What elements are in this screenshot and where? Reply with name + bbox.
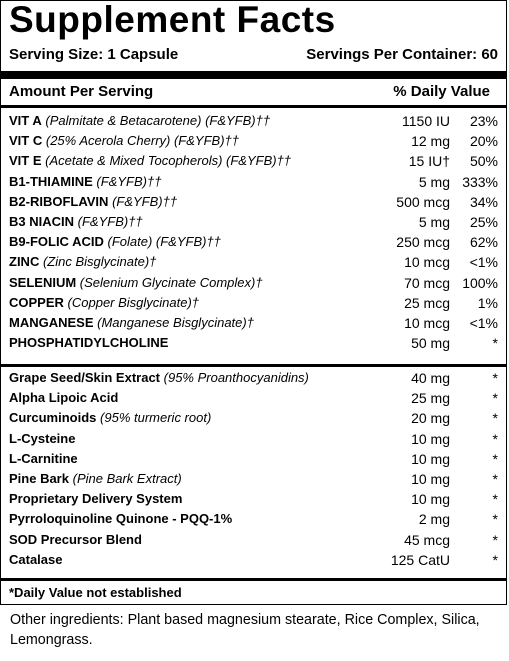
nutrient-amount: 50 mg <box>411 335 450 352</box>
nutrient-name <box>9 273 263 293</box>
nutrient-amount: 10 mg <box>411 450 450 467</box>
nutrient-label: SELENIUM <box>9 274 77 290</box>
nutrient-row <box>9 429 498 449</box>
nutrient-label: Catalase <box>9 551 63 567</box>
nutrient-detail: (Copper Bisglycinate)† <box>67 294 200 310</box>
nutrient-row <box>9 111 498 131</box>
nutrient-amount: 10 mg <box>411 430 450 447</box>
nutrient-amount: 125 CatU <box>390 551 450 568</box>
nutrient-label: PHOSPHATIDYLCHOLINE <box>9 335 169 351</box>
nutrient-amount: 5 mg <box>418 213 450 230</box>
nutrient-daily-value: * <box>492 390 498 407</box>
nutrient-detail: (Zinc Bisglycinate)† <box>42 254 157 270</box>
nutrient-row <box>9 550 498 570</box>
nutrient-amount: 1150 IU <box>402 113 450 129</box>
nutrient-label: L-Cysteine <box>9 430 76 446</box>
nutrient-label: ZINC <box>9 254 40 270</box>
nutrient-daily-value: * <box>492 531 498 548</box>
nutrient-amount: 15 IU† <box>408 153 450 170</box>
nutrient-row <box>9 151 498 171</box>
nutrient-name <box>9 530 142 550</box>
nutrient-label: B3 NIACIN <box>9 213 75 229</box>
panel-title: Supplement Facts <box>9 0 336 40</box>
nutrient-daily-value: 62% <box>469 234 498 251</box>
nutrient-daily-value: <1% <box>469 254 498 271</box>
nutrient-amount: 40 mg <box>411 370 450 386</box>
nutrient-daily-value: 50% <box>469 153 498 170</box>
nutrient-label: Grape Seed/Skin Extract <box>9 370 161 385</box>
nutrient-detail: (Folate) (F&YFB)†† <box>107 234 221 250</box>
nutrient-row <box>9 368 498 388</box>
nutrient-label: B1-THIAMINE <box>9 173 93 189</box>
nutrient-daily-value: 1% <box>477 294 498 311</box>
nutrient-label: SOD Precursor Blend <box>9 531 142 547</box>
nutrient-label: VIT E <box>9 153 42 169</box>
nutrient-name <box>9 469 182 489</box>
nutrient-name <box>9 293 199 313</box>
nutrient-daily-value: 20% <box>469 133 498 150</box>
nutrient-amount: 2 mg <box>418 511 450 528</box>
nutrient-name <box>9 212 143 232</box>
nutrient-row <box>9 509 498 529</box>
serving-size: Serving Size: 1 Capsule <box>9 46 179 63</box>
nutrient-name <box>9 232 221 252</box>
nutrient-label: Curcuminoids <box>9 410 97 426</box>
ingredient-list <box>9 368 498 570</box>
nutrient-daily-value: * <box>492 511 498 528</box>
serving-info <box>9 44 498 66</box>
nutrient-label: B2-RIBOFLAVIN <box>9 193 109 209</box>
nutrient-detail: (Selenium Glycinate Complex)† <box>79 274 263 290</box>
nutrient-row <box>9 489 498 509</box>
nutrient-label: COPPER <box>9 294 64 310</box>
nutrient-name <box>9 151 291 171</box>
nutrient-daily-value: 23% <box>469 113 498 129</box>
vitamin-list <box>9 111 498 353</box>
nutrient-detail: (25% Acerola Cherry) (F&YFB)†† <box>45 133 239 149</box>
nutrient-amount: 70 mcg <box>404 274 450 291</box>
nutrient-row <box>9 313 498 333</box>
column-header <box>9 81 498 103</box>
nutrient-daily-value: 34% <box>469 193 498 210</box>
nutrient-label: Alpha Lipoic Acid <box>9 390 119 406</box>
nutrient-row <box>9 232 498 252</box>
nutrient-amount: 10 mg <box>411 470 450 487</box>
thick-divider <box>1 71 506 79</box>
nutrient-row <box>9 408 498 428</box>
nutrient-row <box>9 293 498 313</box>
nutrient-amount: 10 mcg <box>404 254 450 271</box>
nutrient-daily-value: * <box>492 470 498 487</box>
nutrient-name <box>9 449 78 469</box>
nutrient-name <box>9 333 168 353</box>
nutrient-amount: 20 mg <box>411 410 450 427</box>
nutrient-row <box>9 530 498 550</box>
nutrient-row <box>9 388 498 408</box>
nutrient-detail: (95% Proanthocyanidins) <box>163 370 309 385</box>
nutrient-name <box>9 111 270 131</box>
nutrient-name <box>9 131 239 151</box>
nutrient-row <box>9 252 498 272</box>
footnote: *Daily Value not established <box>9 585 182 600</box>
amount-per-serving-header: Amount Per Serving <box>9 83 154 100</box>
nutrient-row <box>9 131 498 151</box>
servings-per-container: Servings Per Container: 60 <box>306 46 498 63</box>
nutrient-row <box>9 333 498 353</box>
nutrient-amount: 45 mcg <box>404 531 450 548</box>
nutrient-daily-value: * <box>492 370 498 386</box>
nutrient-amount: 5 mg <box>418 173 450 190</box>
footer-divider <box>1 578 506 581</box>
nutrient-detail: (Manganese Bisglycinate)† <box>97 314 254 330</box>
header-divider <box>1 105 506 108</box>
nutrient-daily-value: 100% <box>462 274 498 291</box>
nutrient-amount: 12 mg <box>411 133 450 150</box>
nutrient-detail: (95% turmeric root) <box>100 410 212 426</box>
nutrient-label: Pine Bark <box>9 470 69 486</box>
nutrient-name <box>9 192 177 212</box>
nutrient-row <box>9 212 498 232</box>
other-ingredients: Other ingredients: Plant based magnesium stearate, Rice Complex, Silica, Lemongrass. <box>10 612 480 648</box>
nutrient-row <box>9 469 498 489</box>
nutrient-label: Proprietary Delivery System <box>9 491 183 507</box>
nutrient-row <box>9 449 498 469</box>
nutrient-name <box>9 388 118 408</box>
nutrient-amount: 25 mcg <box>404 294 450 311</box>
nutrient-amount: 500 mcg <box>396 193 450 210</box>
nutrient-name <box>9 408 211 428</box>
nutrient-daily-value: * <box>492 335 498 352</box>
nutrient-daily-value: * <box>492 450 498 467</box>
nutrient-daily-value: 25% <box>469 213 498 230</box>
nutrient-amount: 25 mg <box>411 390 450 407</box>
nutrient-row <box>9 273 498 293</box>
section-divider <box>1 364 506 367</box>
nutrient-label: B9-FOLIC ACID <box>9 234 104 250</box>
nutrient-daily-value: * <box>492 430 498 447</box>
nutrient-detail: (F&YFB)†† <box>96 173 162 189</box>
nutrient-label: L-Carnitine <box>9 450 78 466</box>
nutrient-name <box>9 429 75 449</box>
nutrient-label: Pyrroloquinoline Quinone - PQQ-1% <box>9 511 233 527</box>
nutrient-detail: (Acetate & Mixed Tocopherols) (F&YFB)†† <box>45 153 292 169</box>
nutrient-detail: (F&YFB)†† <box>77 213 143 229</box>
nutrient-detail: (Palmitate & Betacarotene) (F&YFB)†† <box>45 113 271 128</box>
nutrient-name <box>9 172 161 192</box>
nutrient-daily-value: <1% <box>469 314 498 331</box>
nutrient-amount: 10 mcg <box>404 314 450 331</box>
nutrient-detail: (Pine Bark Extract) <box>72 470 182 486</box>
nutrient-amount: 250 mcg <box>396 234 450 251</box>
nutrient-row <box>9 192 498 212</box>
nutrient-row <box>9 172 498 192</box>
nutrient-amount: 10 mg <box>411 491 450 508</box>
daily-value-header: % Daily Value <box>393 83 490 100</box>
nutrient-daily-value: 333% <box>462 173 498 190</box>
nutrient-name <box>9 368 309 388</box>
nutrient-label: MANGANESE <box>9 314 94 330</box>
nutrient-name <box>9 489 182 509</box>
nutrient-daily-value: * <box>492 410 498 427</box>
nutrient-label: VIT C <box>9 133 43 149</box>
nutrient-name <box>9 252 156 272</box>
nutrient-daily-value: * <box>492 551 498 568</box>
nutrient-label: VIT A <box>9 113 42 128</box>
nutrient-name <box>9 313 254 333</box>
nutrient-detail: (F&YFB)†† <box>112 193 178 209</box>
nutrient-name <box>9 509 232 529</box>
nutrient-daily-value: * <box>492 491 498 508</box>
nutrient-name <box>9 550 62 570</box>
